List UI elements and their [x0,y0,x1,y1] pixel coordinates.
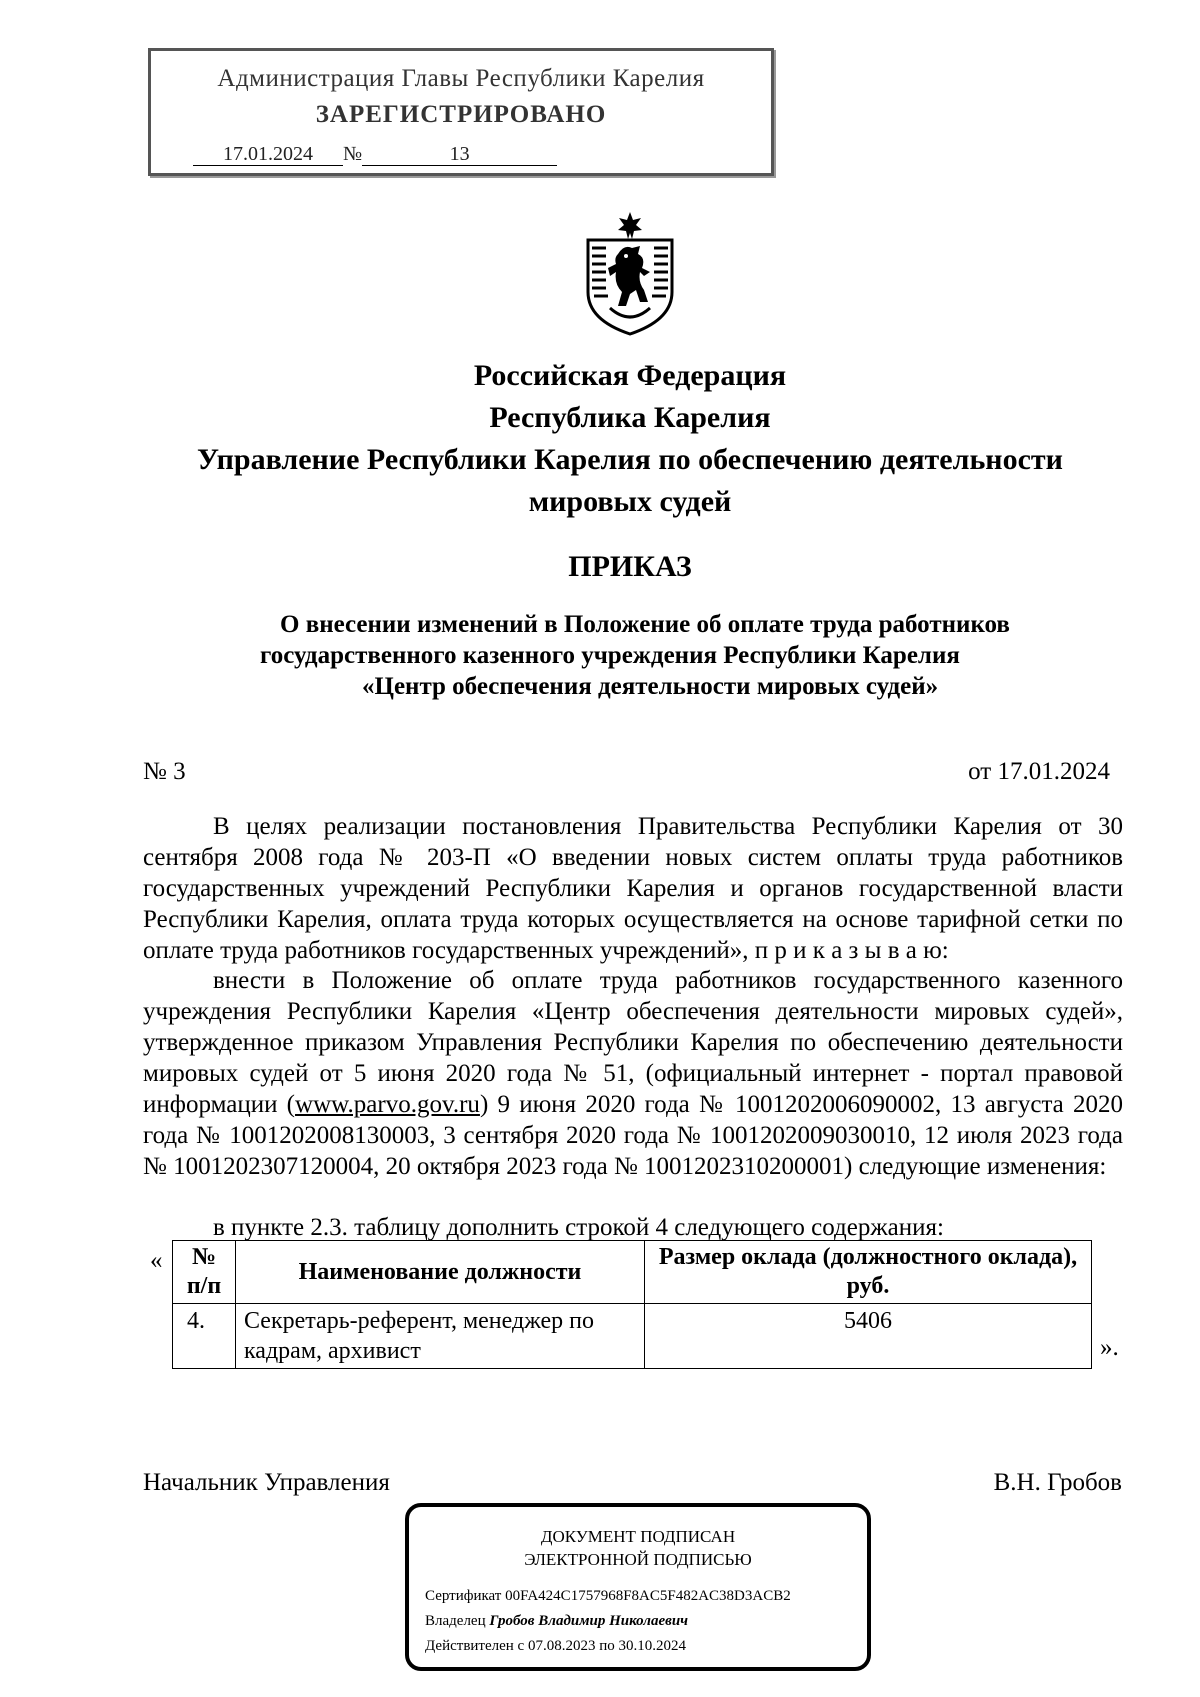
heading-authority-continued: мировых судей [528,485,732,518]
table-close-quote: ». [1100,1334,1119,1361]
subject-line-3: «Центр обеспечения деятельности мировых судей» [362,673,939,700]
stamp-number: 13 [362,143,557,166]
esig-owner-value: Гробов Владимир Николаевич [489,1613,689,1629]
esig-certificate [425,1588,791,1605]
row-position: Секретарь-референт, менеджер по кадрам, архивист [236,1304,645,1369]
signatory-name: В.Н. Гробов [993,1469,1122,1496]
body-paragraph-amendment [143,965,1123,1182]
esig-cert-value: 00FA424C1757968F8AC5F482AC38D3ACB2 [505,1588,791,1604]
stamp-registered-label: ЗАРЕГИСТРИРОВАНО [315,101,607,128]
document-type: ПРИКАЗ [568,550,692,583]
stamp-organization: Администрация Главы Республики Карелия [217,65,705,92]
body-paragraph-table-intro: в пункте 2.3. таблицу дополнить строкой 4 следующего содержания: [213,1214,944,1241]
subject-line-1: О внесении изменений в Положение об оплате труда работников [280,611,1010,638]
salary-table [172,1240,1092,1369]
body-paragraph-preamble: В целях реализации постановления Правительства Республики Карелия от 30 сентября 2008 года № 203-П «О введении новых систем оплаты труда работников государственных учреждений Республики Карелия и органов государственной власти Республики Карелия, оплата труда которых осуществляется на основе тарифной сетки по оплате труда работников государственных учреждений», п р и к а з ы в а ю: [143,813,1123,964]
header-number: № п/п [173,1241,236,1304]
heading-authority: Управление Республики Карелия по обеспечению деятельности [197,443,1063,476]
subject-line-2: государственного казенного учреждения Республики Карелия [260,642,960,669]
esig-valid-label: Действителен с [425,1638,525,1654]
esig-validity [425,1638,686,1655]
karelia-coat-of-arms-icon [580,210,680,336]
esig-cert-label: Сертификат [425,1588,502,1604]
esig-title-line2: ЭЛЕКТРОННОЙ ПОДПИСЬЮ [524,1550,752,1569]
order-date: от 17.01.2024 [968,758,1110,785]
esig-title-line1: ДОКУМЕНТ ПОДПИСАН [540,1527,736,1546]
esig-valid-from: 07.08.2023 [527,1638,596,1654]
registration-stamp [148,48,774,176]
stamp-number-label: № [343,143,363,165]
esig-valid-to: 30.10.2024 [618,1638,686,1654]
heading-republic: Республика Карелия [489,401,771,434]
stamp-date: 17.01.2024 [193,143,343,166]
header-salary: Размер оклада (должностного оклада), руб. [645,1241,1092,1304]
esig-owner-label: Владелец [425,1613,486,1629]
electronic-signature-stamp [405,1503,871,1671]
table-header-row [173,1241,1092,1304]
order-number: № 3 [143,758,186,785]
heading-country: Российская Федерация [473,359,787,392]
row-number: 4. [173,1304,236,1369]
stamp-registration-details [193,143,557,166]
table-open-quote: « [150,1247,163,1274]
amendment-text-part1: внести в Положение об оплате труда работников государственного казенного учреждения Республики Карелия «Центр обеспечения деятельности мировых судей», утвержденное приказом Управления Республики Карелия по обеспечению деятельности мировых судей от 5 июня 2020 года № 51, (официальный интернет - портал правовой информации ( [143,967,1123,1118]
header-position: Наименование должности [236,1241,645,1304]
esig-valid-to-label: по [599,1638,615,1654]
row-salary: 5406 [645,1304,1092,1369]
legal-portal-link[interactable]: www.parvo.gov.ru [295,1091,480,1118]
esig-owner [425,1613,688,1630]
signatory-title: Начальник Управления [143,1469,390,1496]
table-row [173,1304,1092,1369]
amendment-text-part2: ) 9 июня 2020 года № 1001202006090002, 13 августа 2020 года № 1001202008130003, 3 сентября 2020 года № 1001202009030010, 12 июля 2023 года № 1001202307120004, 20 октября 2023 года № 1001202310200001) следующие изменения: [143,1091,1123,1180]
